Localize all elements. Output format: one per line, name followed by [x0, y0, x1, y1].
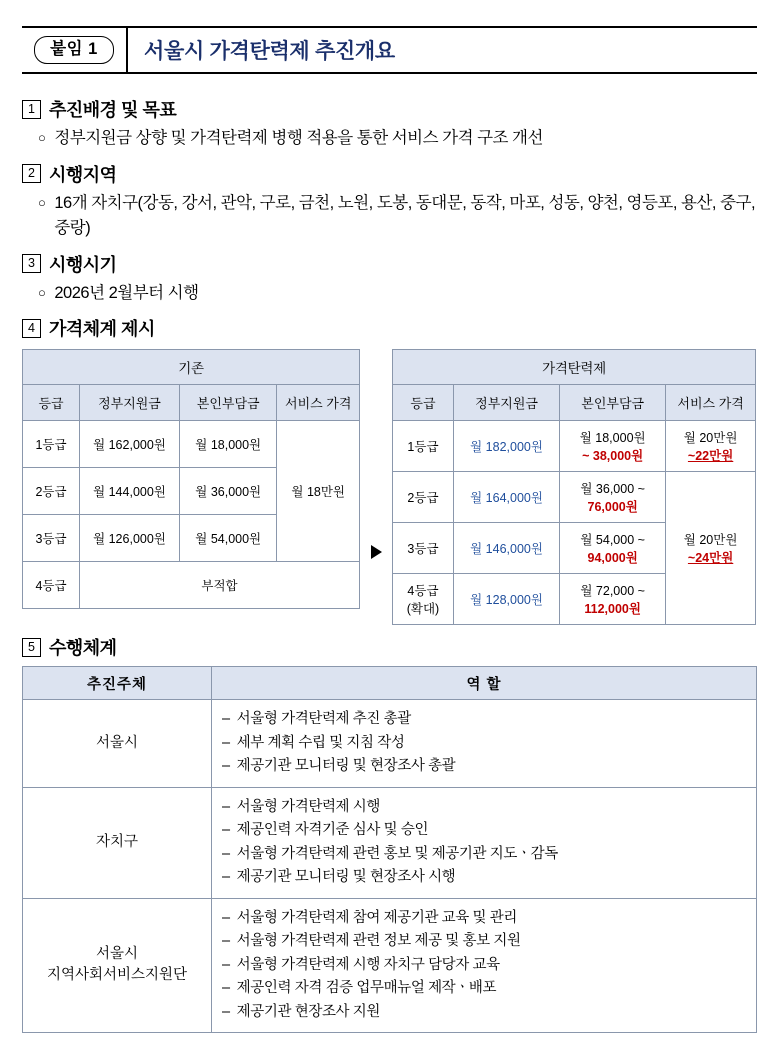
- cell-self: 월 18,000원: [179, 421, 276, 468]
- arrow-col: [360, 349, 392, 625]
- section-title-3: 시행시기: [49, 254, 117, 275]
- flexible-caption: 가격탄력제: [393, 350, 756, 385]
- section-number-1: 1: [22, 100, 41, 119]
- section-title-1: 추진배경 및 목표: [49, 100, 177, 120]
- table-row: [23, 787, 757, 898]
- cell-roles: [212, 898, 757, 1032]
- section-heading-4: [22, 315, 757, 341]
- section-number-4: 4: [22, 319, 41, 338]
- dash-icon: –: [222, 909, 230, 926]
- cell-self: [560, 574, 666, 625]
- bullet-2-1: [38, 191, 757, 242]
- page-title: 서울시 가격탄력제 추진개요: [144, 40, 395, 63]
- bullet-1-1: [38, 126, 757, 152]
- cell-self-bottom: 94,000원: [587, 551, 638, 566]
- section-heading-1: [22, 96, 757, 122]
- role-item: [222, 954, 746, 977]
- cell-grade: 1등급: [393, 421, 454, 472]
- dash-icon: –: [222, 711, 230, 728]
- bullet-3-1: [38, 281, 757, 307]
- cell-service-price: 월 18만원: [277, 421, 360, 562]
- col-self: 본인부담금: [179, 385, 276, 421]
- existing-price-table-wrap: [22, 349, 360, 609]
- col-role: 역 할: [212, 667, 757, 700]
- role-text: 서울형 가격탄력제 참여 제공기관 교육 및 관리: [236, 909, 517, 926]
- dash-icon: –: [222, 822, 230, 839]
- role-item: [222, 907, 746, 930]
- cell-gov: 월 126,000원: [80, 515, 180, 562]
- role-item: [222, 866, 746, 889]
- role-text: 제공인력 자격기준 심사 및 승인: [236, 822, 429, 839]
- role-text: 서울형 가격탄력제 시행 자치구 담당자 교육: [236, 956, 500, 973]
- bullet-circle-icon: ○: [38, 194, 46, 210]
- col-grade: 등급: [393, 385, 454, 421]
- dash-icon: –: [222, 933, 230, 950]
- cell-grade: [393, 574, 454, 625]
- cell-note: 부적합: [80, 562, 360, 609]
- cell-self: [560, 523, 666, 574]
- cell-gov: 월 182,000원: [453, 421, 559, 472]
- role-item: [222, 930, 746, 953]
- cell-self-top: 월 36,000 ~: [580, 482, 645, 497]
- table-header-row: [393, 385, 756, 421]
- role-item: [222, 755, 746, 778]
- existing-caption: 기존: [23, 350, 360, 385]
- cell-service-price: [666, 421, 756, 472]
- document-header: [22, 26, 757, 74]
- cell-grade: 4등급: [23, 562, 80, 609]
- role-text: 세부 계획 수립 및 지침 작성: [236, 734, 405, 751]
- role-item: [222, 1001, 746, 1024]
- col-subject: 추진주체: [23, 667, 212, 700]
- cell-subject: [23, 700, 212, 787]
- role-text: 제공인력 자격 검증 업무매뉴얼 제작ㆍ배포: [236, 980, 497, 997]
- cell-grade-sub: (확대): [406, 602, 440, 617]
- subject-line: 지역사회서비스지원단: [46, 967, 188, 984]
- subject-line: 자치구: [95, 833, 139, 850]
- subject-line: 서울시: [95, 734, 139, 751]
- section-title-2: 시행지역: [49, 164, 117, 185]
- table-row: [23, 898, 757, 1032]
- cell-price-top: 월 20만원: [683, 533, 738, 548]
- col-service-price: 서비스 가격: [277, 385, 360, 421]
- col-gov: 정부지원금: [80, 385, 180, 421]
- role-text: 서울형 가격탄력제 관련 정보 제공 및 홍보 지원: [236, 933, 521, 950]
- attachment-number-box: [22, 28, 128, 72]
- cell-grade: 2등급: [393, 472, 454, 523]
- section-number-5: 5: [22, 638, 41, 657]
- role-text: 제공기관 모니터링 및 현장조사 총괄: [236, 758, 456, 775]
- cell-self-top: 월 54,000 ~: [580, 533, 645, 548]
- bullet-text: 16개 자치구(강동, 강서, 관악, 구로, 금천, 노원, 도봉, 동대문, 동작, 마포, 성동, 양천, 영등포, 용산, 중구, 중랑): [54, 193, 756, 238]
- section-title-5: 수행체계: [49, 638, 117, 659]
- right-arrow-icon: [371, 545, 382, 559]
- dash-icon: –: [222, 980, 230, 997]
- execution-system-table: [22, 666, 757, 1033]
- col-grade: 등급: [23, 385, 80, 421]
- table-row: [393, 421, 756, 472]
- role-text: 제공기관 현장조사 지원: [236, 1003, 380, 1020]
- table-header-row: [23, 385, 360, 421]
- flexible-price-table-wrap: [392, 349, 756, 625]
- bullet-text: 정부지원금 상향 및 가격탄력제 병행 적용을 통한 서비스 가격 구조 개선: [54, 129, 543, 147]
- dash-icon: –: [222, 798, 230, 815]
- role-text: 서울형 가격탄력제 추진 총괄: [236, 711, 411, 728]
- cell-price-bottom: ~24만원: [687, 551, 734, 566]
- cell-grade-main: 4등급: [407, 584, 439, 599]
- table-row: [23, 421, 360, 468]
- table-row: [23, 700, 757, 787]
- dash-icon: –: [222, 734, 230, 751]
- cell-service-price-merged: [666, 472, 756, 625]
- section-heading-5: [22, 634, 757, 660]
- role-text: 제공기관 모니터링 및 현장조사 시행: [236, 869, 456, 886]
- cell-subject: [23, 787, 212, 898]
- role-item: [222, 819, 746, 842]
- col-self: 본인부담금: [560, 385, 666, 421]
- cell-gov: 월 128,000원: [453, 574, 559, 625]
- role-item: [222, 732, 746, 755]
- existing-price-table: [22, 349, 360, 609]
- cell-grade: 3등급: [23, 515, 80, 562]
- cell-self: 월 54,000원: [179, 515, 276, 562]
- col-service-price: 서비스 가격: [666, 385, 756, 421]
- cell-self: [560, 472, 666, 523]
- role-item: [222, 708, 746, 731]
- dash-icon: –: [222, 956, 230, 973]
- bullet-circle-icon: ○: [38, 130, 46, 145]
- flexible-price-table: [392, 349, 756, 625]
- bullet-text: 2026년 2월부터 시행: [54, 283, 199, 302]
- role-item: [222, 843, 746, 866]
- subject-line: 서울시: [95, 945, 139, 962]
- cell-grade: 2등급: [23, 468, 80, 515]
- role-text: 서울형 가격탄력제 관련 홍보 및 제공기관 지도ㆍ감독: [236, 845, 558, 862]
- section-heading-3: [22, 251, 757, 277]
- cell-self-bottom: ~ 38,000원: [582, 449, 644, 464]
- attachment-label: 붙임 1: [34, 36, 114, 63]
- dash-icon: –: [222, 845, 230, 862]
- dash-icon: –: [222, 869, 230, 886]
- cell-price-top: 월 20만원: [683, 431, 738, 446]
- cell-grade: 1등급: [23, 421, 80, 468]
- cell-roles: [212, 700, 757, 787]
- col-gov: 정부지원금: [453, 385, 559, 421]
- cell-gov: 월 162,000원: [80, 421, 180, 468]
- cell-self: [560, 421, 666, 472]
- cell-subject: [23, 898, 212, 1032]
- cell-self: 월 36,000원: [179, 468, 276, 515]
- table-row: [23, 562, 360, 609]
- dash-icon: –: [222, 1003, 230, 1020]
- section-number-3: 3: [22, 254, 41, 273]
- cell-self-top: 월 18,000원: [579, 431, 646, 446]
- section-heading-2: [22, 161, 757, 187]
- price-comparison: [22, 349, 757, 625]
- cell-grade: 3등급: [393, 523, 454, 574]
- role-item: [222, 977, 746, 1000]
- cell-price-bottom: ~22만원: [687, 449, 734, 464]
- section-number-2: 2: [22, 164, 41, 183]
- table-row: [393, 472, 756, 523]
- table-header-row: [23, 667, 757, 700]
- role-text: 서울형 가격탄력제 시행: [236, 798, 380, 815]
- cell-self-bottom: 112,000원: [584, 602, 641, 617]
- cell-gov: 월 164,000원: [453, 472, 559, 523]
- cell-gov: 월 146,000원: [453, 523, 559, 574]
- cell-self-top: 월 72,000 ~: [580, 584, 645, 599]
- bullet-circle-icon: ○: [38, 284, 46, 300]
- cell-gov: 월 144,000원: [80, 468, 180, 515]
- section-title-4: 가격체계 제시: [49, 319, 155, 340]
- dash-icon: –: [222, 758, 230, 775]
- cell-self-bottom: 76,000원: [587, 500, 638, 515]
- cell-roles: [212, 787, 757, 898]
- role-item: [222, 796, 746, 819]
